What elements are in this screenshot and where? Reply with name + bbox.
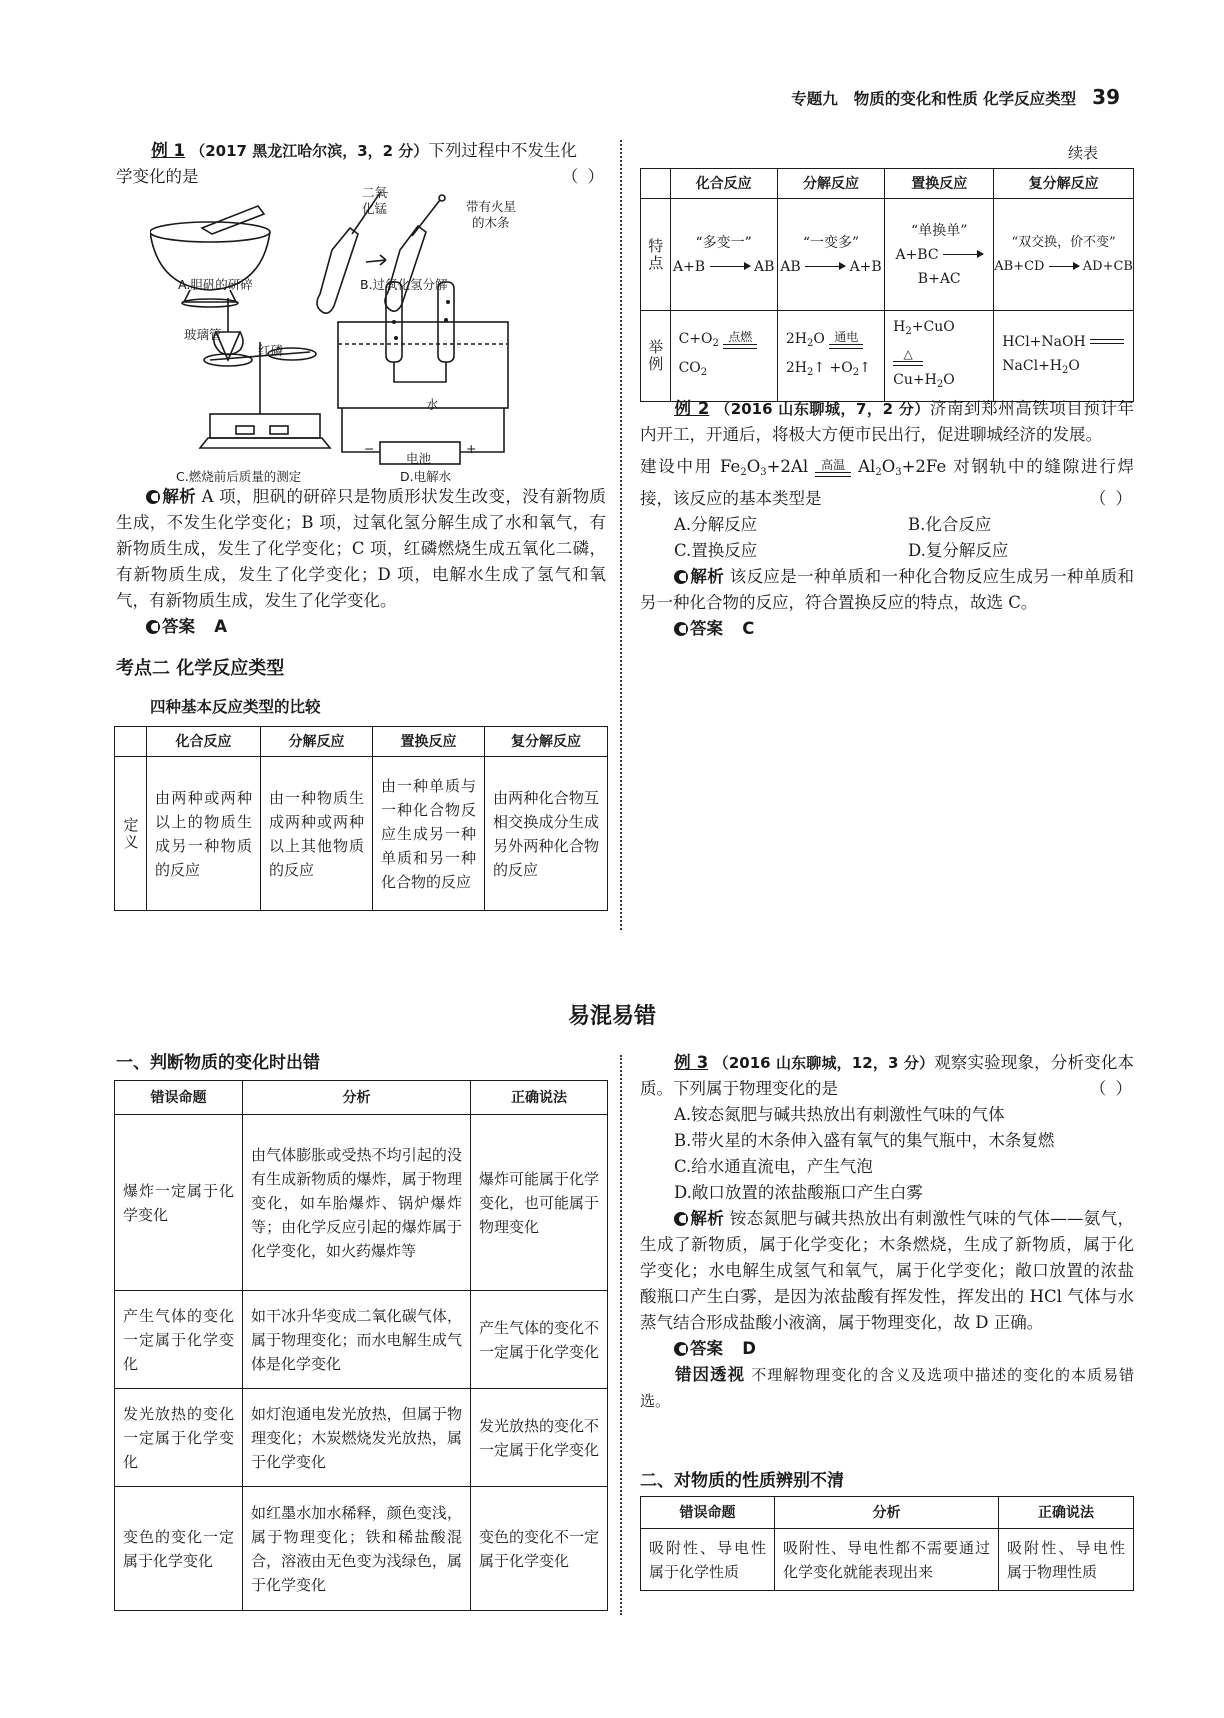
row-3-correct: 发光放热的变化不一定属于化学变化 <box>471 1389 608 1487</box>
feature-displacement-right: B+AC <box>917 270 961 287</box>
example-2: 例 2 （2016 山东聊城，7，2 分）济南到郑州高铁项目预计年内开工，开通后，将极大方便市民出行，促进聊城经济的发展。 建设中用 $Fe_2O_3+2Al$ 高温 $Al_2O_3+2Fe$ 对钢轨中的缝隙进行焊接，该反应的基本类型是 （ ） A.分解反应 B.化合反应 C.置换反应 D.复分解反应 解析 该反应是一种单质和一种化合物反应生成另一种单质和另一种化合物的反应，符合置换反应的特点，故选 C。 答案 C <box>640 399 1135 638</box>
example-2-option-c: C.置换反应 <box>674 541 758 560</box>
example-2-option-b: B.化合反应 <box>908 515 992 534</box>
caption-a: A.胆矾的研碎 <box>178 277 253 292</box>
example-3-option-d: D.敞口放置的浓盐酸瓶口产生白雾 <box>674 1183 923 1202</box>
row2-1-analysis: 吸附性、导电性都不需要通过化学变化就能表现出来 <box>775 1529 999 1591</box>
def-combination: 由两种或两种以上的物质生成另一种物质的反应 <box>147 757 261 911</box>
reaction-types-table-continued <box>640 168 1134 402</box>
answer-icon <box>146 620 160 634</box>
feature-double-displacement <box>994 199 1134 311</box>
section-2-subtitle: 四种基本反应类型的比较 <box>150 698 321 716</box>
feature-decomposition-left: AB <box>780 258 801 275</box>
condition-high-temp-text: 高温 <box>821 458 846 472</box>
label-battery: 电池 <box>406 451 432 466</box>
part-1-title: 一、判断物质的变化时出错 <box>116 1053 320 1073</box>
table-row <box>115 1487 608 1611</box>
example-1-source: （2017 黑龙江哈尔滨，3，2 分） <box>190 142 429 160</box>
example-3-analysis: 铵态氮肥与碱共热放出有刺激性气味的气体——氨气，生成了新物质，属于化学变化；木条燃烧，生成了新物质，属于化学变化；水电解生成氢气和氧气，属于化学变化；敞口放置的浓盐酸瓶口产生白雾，是因为浓盐酸有挥发性，挥发出的 HCl 气体与水蒸气结合形成盐酸小液滴，属于物理变化，故 D 正确。 <box>640 1209 1134 1332</box>
example-2-analysis: 该反应是一种单质和一种化合物反应生成另一种单质和另一种化合物的反应，符合置换反应的特点，故选 C。 <box>640 567 1135 612</box>
section-2-title: 考点二 化学反应类型 <box>116 658 285 679</box>
column-divider-top <box>620 140 622 930</box>
header-combination: 化合反应 <box>147 727 261 757</box>
analysis-icon <box>146 490 160 504</box>
example-1-stem-a: 下列过程中不发生化 <box>428 141 577 160</box>
feature-combination-left: A+B <box>672 258 706 275</box>
answer-label: 答案 <box>162 617 195 636</box>
cont-header-decomposition: 分解反应 <box>777 169 884 199</box>
example-3-answer-label: 答案 <box>690 1339 723 1358</box>
example-1-analysis <box>116 484 606 614</box>
row-label-feature: 特点 <box>641 199 671 311</box>
analysis-icon <box>674 1212 688 1226</box>
example-3-option-a: A.铵态氮肥与碱共热放出有刺激性气味的气体 <box>674 1105 1005 1124</box>
example-1-paren: （ ） <box>561 167 606 186</box>
balance-icon <box>200 298 330 448</box>
row-3-analysis: 如灯泡通电发光放热，但属于物理变化；木炭燃烧发光放热，属于化学变化 <box>243 1389 471 1487</box>
mistakes-title: 易混易错 <box>567 1004 656 1029</box>
label-water: 水 <box>426 397 439 412</box>
header-topic: 专题九 <box>791 90 838 108</box>
feature-displacement-tag: “单换单” <box>911 222 968 239</box>
example-1-answer <box>146 614 446 640</box>
answer-icon <box>674 622 688 636</box>
feature-decomposition-tag: “一变多” <box>802 234 860 251</box>
example-2-analysis-label: 解析 <box>690 567 725 586</box>
table-row <box>115 1291 608 1389</box>
row2-1-wrong: 吸附性、导电性属于化学性质 <box>641 1529 775 1591</box>
def-displacement: 由一种单质与一种化合物反应生成另一种单质和另一种化合物的反应 <box>373 757 485 911</box>
example-3-option-b: B.带火星的木条伸入盛有氧气的集气瓶中，木条复燃 <box>674 1131 1055 1150</box>
row-4-wrong: 变色的变化一定属于化学变化 <box>115 1487 243 1611</box>
analysis-text: A 项，胆矾的研碎只是物质形状发生改变，没有新物质生成，不发生化学变化；B 项，过氧化氢分解生成了水和氧气，有新物质生成，发生了化学变化；C 项，红磷燃烧生成五氧化二磷，有新物质生成，发生了化学变化；D 项，电解水生成了氢气和氧气，有新物质生成，发生了化学变化。 <box>116 487 607 610</box>
condition-heat <box>893 347 923 366</box>
label-minus: − <box>364 441 375 456</box>
feature-combination-tag: “多变一” <box>695 234 752 251</box>
example-2-answer-label: 答案 <box>690 619 723 638</box>
arrow-icon <box>710 266 750 267</box>
label-red-phosphorus: 红磷 <box>258 343 284 358</box>
example-3-label: 例 3 <box>674 1053 709 1072</box>
row-1-analysis: 由气体膨胀或受热不均引起的没有生成新物质的爆炸，属于物理变化，如车胎爆炸、锅炉爆炸等；由化学反应引起的爆炸属于化学变化，如火药爆炸等 <box>243 1115 471 1291</box>
cont-header-double-displacement: 复分解反应 <box>994 169 1134 199</box>
error-reason-text: 不理解物理变化的含义及选项中描述的变化的本质易错选。 <box>640 1366 1135 1410</box>
reaction-types-table <box>114 726 608 911</box>
feature-decomposition-right: A+B <box>849 258 882 275</box>
feature-combination <box>670 199 777 311</box>
caption-d: D.电解水 <box>400 469 452 484</box>
col-analysis: 分析 <box>243 1081 471 1115</box>
answer-icon <box>674 1342 688 1356</box>
arrow-icon <box>805 266 845 267</box>
example-2-option-a: A.分解反应 <box>674 515 758 534</box>
example-3 <box>640 1050 1134 1414</box>
table-row <box>115 1115 608 1291</box>
col-correct: 正确说法 <box>471 1081 608 1115</box>
feature-decomposition <box>777 199 884 311</box>
row-2-analysis: 如干冰升华变成二氧化碳气体，属于物理变化；而水电解生成气体是化学变化 <box>243 1291 471 1389</box>
answer-value: A <box>214 617 228 636</box>
cont-header-displacement: 置换反应 <box>885 169 994 199</box>
condition-electrify <box>829 330 863 349</box>
def-double-displacement: 由两种化合物互相交换成分生成另外两种化合物的反应 <box>485 757 608 911</box>
analysis-label: 解析 <box>162 487 197 506</box>
example-1-figure <box>150 185 590 484</box>
example-combination: $C+O_2$ 点燃 $CO_2$ <box>670 311 777 402</box>
label-plus: + <box>466 441 477 456</box>
feature-displacement <box>885 199 994 311</box>
label-glass-tube: 玻璃管 <box>184 327 222 342</box>
caption-b: B.过氧化氢分解 <box>360 277 448 292</box>
header-double-displacement: 复分解反应 <box>485 727 608 757</box>
condition-electrify-text: 通电 <box>834 329 859 344</box>
example-2-text-b2: 对钢轨中的缝隙进行焊接，该反应的基本类型是 <box>640 457 1134 508</box>
continued-label: 续表 <box>1068 144 1099 162</box>
example-1-label: 例 1 <box>151 141 185 160</box>
col-wrong: 错误命题 <box>115 1081 243 1115</box>
example-3-answer: D <box>742 1339 756 1358</box>
row-4-analysis: 如红墨水加水稀释，颜色变浅，属于物理变化；铁和稀盐酸混合，溶液由无色变为浅绿色，属于化学变化 <box>243 1487 471 1611</box>
example-2-text-a: 济南到郑州高铁项目预计年内开工，开通后，将极大方便市民出行，促进聊城经济的发展。 <box>640 399 1135 444</box>
example-2-paren: （ ） <box>1089 489 1134 508</box>
table-row <box>115 1389 608 1487</box>
example-2-answer: C <box>742 619 755 638</box>
row-3-wrong: 发光放热的变化一定属于化学变化 <box>115 1389 243 1487</box>
example-3-paren: （ ） <box>1089 1079 1134 1098</box>
feature-displacement-left: A+BC <box>895 246 939 263</box>
example-2-option-d: D.复分解反应 <box>908 541 1009 560</box>
example-2-label: 例 2 <box>674 399 710 418</box>
condition-high-temp <box>815 458 851 477</box>
row2-1-correct: 吸附性、导电性属于物理性质 <box>999 1529 1134 1591</box>
header-decomposition: 分解反应 <box>261 727 373 757</box>
cont-header-combination: 化合反应 <box>670 169 777 199</box>
row-1-correct: 爆炸可能属于化学变化，也可能属于物理变化 <box>471 1115 608 1291</box>
condition-ignite-text: 点燃 <box>728 329 753 344</box>
example-2-text-b1: 建设中用 <box>640 457 720 476</box>
analysis-icon <box>674 570 688 584</box>
example-2-source: （2016 山东聊城，7，2 分） <box>715 400 930 418</box>
row-2-correct: 产生气体的变化不一定属于化学变化 <box>471 1291 608 1389</box>
mistakes-table-1 <box>114 1080 608 1611</box>
mistakes-table-2 <box>640 1496 1134 1591</box>
condition-heat-text: △ <box>903 346 913 361</box>
error-reason-label: 错因透视 <box>674 1365 745 1384</box>
feature-double-right: AD+CB <box>1082 258 1133 274</box>
col-correct-2: 正确说法 <box>999 1497 1134 1529</box>
col-wrong-2: 错误命题 <box>641 1497 775 1529</box>
example-3-option-c: C.给水通直流电，产生气泡 <box>674 1157 873 1176</box>
page-number: 39 <box>1092 85 1120 109</box>
row-2-wrong: 产生气体的变化一定属于化学变化 <box>115 1291 243 1389</box>
feature-double-left: AB+CD <box>994 258 1045 274</box>
part-2-title: 二、对物质的性质辨别不清 <box>640 1471 844 1491</box>
condition-ignite <box>723 330 757 349</box>
label-splint-1: 带有火星 <box>466 199 517 214</box>
label-mno2-2: 化锰 <box>362 201 388 216</box>
example-1-stem-b: 学变化的是 <box>116 167 199 186</box>
label-splint-2: 的木条 <box>472 215 510 230</box>
arrow-icon <box>943 254 983 255</box>
column-divider-bottom <box>620 1055 622 1615</box>
col-analysis-2: 分析 <box>775 1497 999 1529</box>
example-3-stem: 观察实验现象，分析变化本质。下列属于物理变化的是 <box>640 1053 1135 1098</box>
label-mno2-1: 二氧 <box>362 185 388 200</box>
row-label-definition: 定义 <box>115 757 147 911</box>
example-decomposition: $2H_2O$ 通电 $2H_2↑$ $+O_2↑$ <box>777 311 884 402</box>
example-displacement: $H_2+CuO$ △ $Cu+H_2O$ <box>885 311 994 402</box>
row-label-example: 举例 <box>641 311 671 402</box>
feature-combination-right: AB <box>754 258 775 275</box>
example-3-source: （2016 山东聊城，12，3 分） <box>713 1054 935 1072</box>
example-1-stem <box>116 138 606 190</box>
arrow-icon <box>1049 266 1079 267</box>
table-row <box>641 1529 1134 1591</box>
example-3-analysis-label: 解析 <box>690 1209 725 1228</box>
running-header <box>791 84 1120 112</box>
example-double-displacement: HCl+NaOH $NaCl+H_2O$ <box>994 311 1134 402</box>
row-4-correct: 变色的变化不一定属于化学变化 <box>471 1487 608 1611</box>
def-decomposition: 由一种物质生成两种或两种以上其他物质的反应 <box>261 757 373 911</box>
row-1-wrong: 爆炸一定属于化学变化 <box>115 1115 243 1291</box>
header-displacement: 置换反应 <box>373 727 485 757</box>
caption-c: C.燃烧前后质量的测定 <box>176 469 302 484</box>
header-title: 物质的变化和性质 化学反应类型 <box>853 90 1077 108</box>
feature-double-tag: “双交换，价不变” <box>1011 234 1116 250</box>
